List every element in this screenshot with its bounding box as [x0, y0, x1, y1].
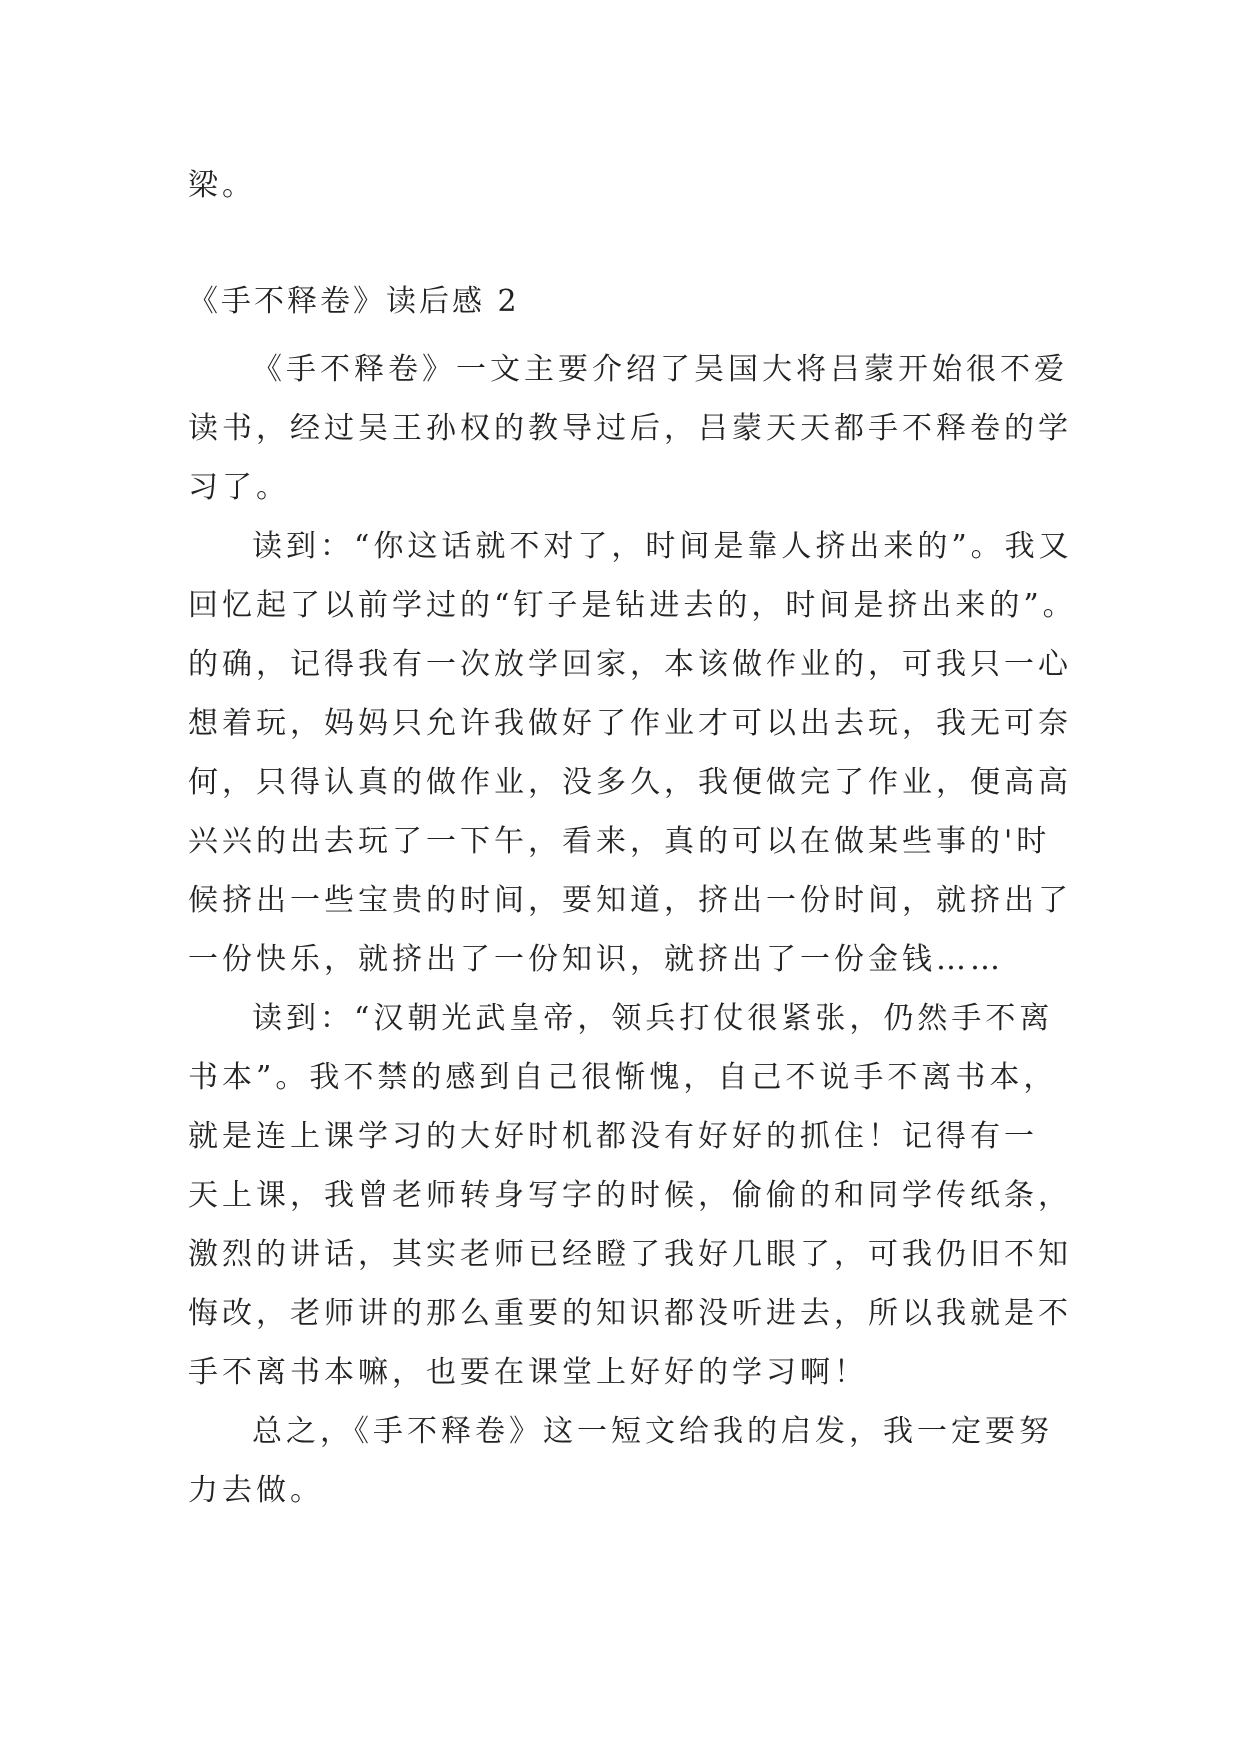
- text-line: 回忆起了以前学过的“钉子是钻进去的，时间是挤出来的”。: [188, 588, 1077, 623]
- text-line: 读书，经过吴王孙权的教导过后，吕蒙天天都手不释卷的学: [188, 411, 1072, 446]
- text-line: 候挤出一些宝贵的时间，要知道，挤出一份时间，就挤出了: [188, 883, 1072, 918]
- section-heading: 《手不释卷》读后感 2: [188, 284, 520, 319]
- text-line: 激烈的讲话，其实老师已经瞪了我好几眼了，可我仍旧不知: [188, 1237, 1072, 1272]
- text-line: 梁。: [188, 168, 256, 203]
- text-line: 《手不释卷》一文主要介绍了吴国大将吕蒙开始很不爱: [252, 352, 1068, 387]
- paragraph-1: [188, 340, 1072, 517]
- essay-body: [188, 340, 1077, 1520]
- paragraph-2: [188, 517, 1077, 989]
- text-line: 书本”。我不禁的感到自己很惭愧，自己不说手不离书本，: [188, 1060, 1058, 1095]
- text-line: 何，只得认真的做作业，没多久，我便做完了作业，便高高: [188, 765, 1072, 800]
- text-line: 习了。: [188, 470, 290, 505]
- paragraph-3: [188, 989, 1072, 1402]
- text-line: 读到：“你这话就不对了，时间是靠人挤出来的”。我又: [252, 529, 1073, 564]
- text-line: 就是连上课学习的大好时机都没有好好的抓住！记得有一: [188, 1119, 1038, 1154]
- paragraph-4: [188, 1402, 1068, 1520]
- text-line: 读到：“汉朝光武皇帝，领兵打仗很紧张，仍然手不离: [252, 1001, 1054, 1036]
- text-line: 兴兴的出去玩了一下午，看来，真的可以在做某些事的'时: [188, 824, 1051, 859]
- continued-text: [188, 156, 1068, 215]
- text-line: 总之，《手不释卷》这一短文给我的启发，我一定要努: [252, 1414, 1053, 1449]
- text-line: 手不离书本嘛，也要在课堂上好好的学习啊！: [188, 1355, 868, 1390]
- text-line: 悔改，老师讲的那么重要的知识都没听进去，所以我就是不: [188, 1296, 1072, 1331]
- text-line: 想着玩，妈妈只允许我做好了作业才可以出去玩，我无可奈: [188, 706, 1072, 741]
- text-line: 一份快乐，就挤出了一份知识，就挤出了一份金钱……: [188, 942, 1004, 977]
- text-line: 天上课，我曾老师转身写字的时候，偷偷的和同学传纸条，: [188, 1178, 1072, 1213]
- text-line: 的确，记得我有一次放学回家，本该做作业的，可我只一心: [188, 647, 1072, 682]
- text-line: 力去做。: [188, 1473, 324, 1508]
